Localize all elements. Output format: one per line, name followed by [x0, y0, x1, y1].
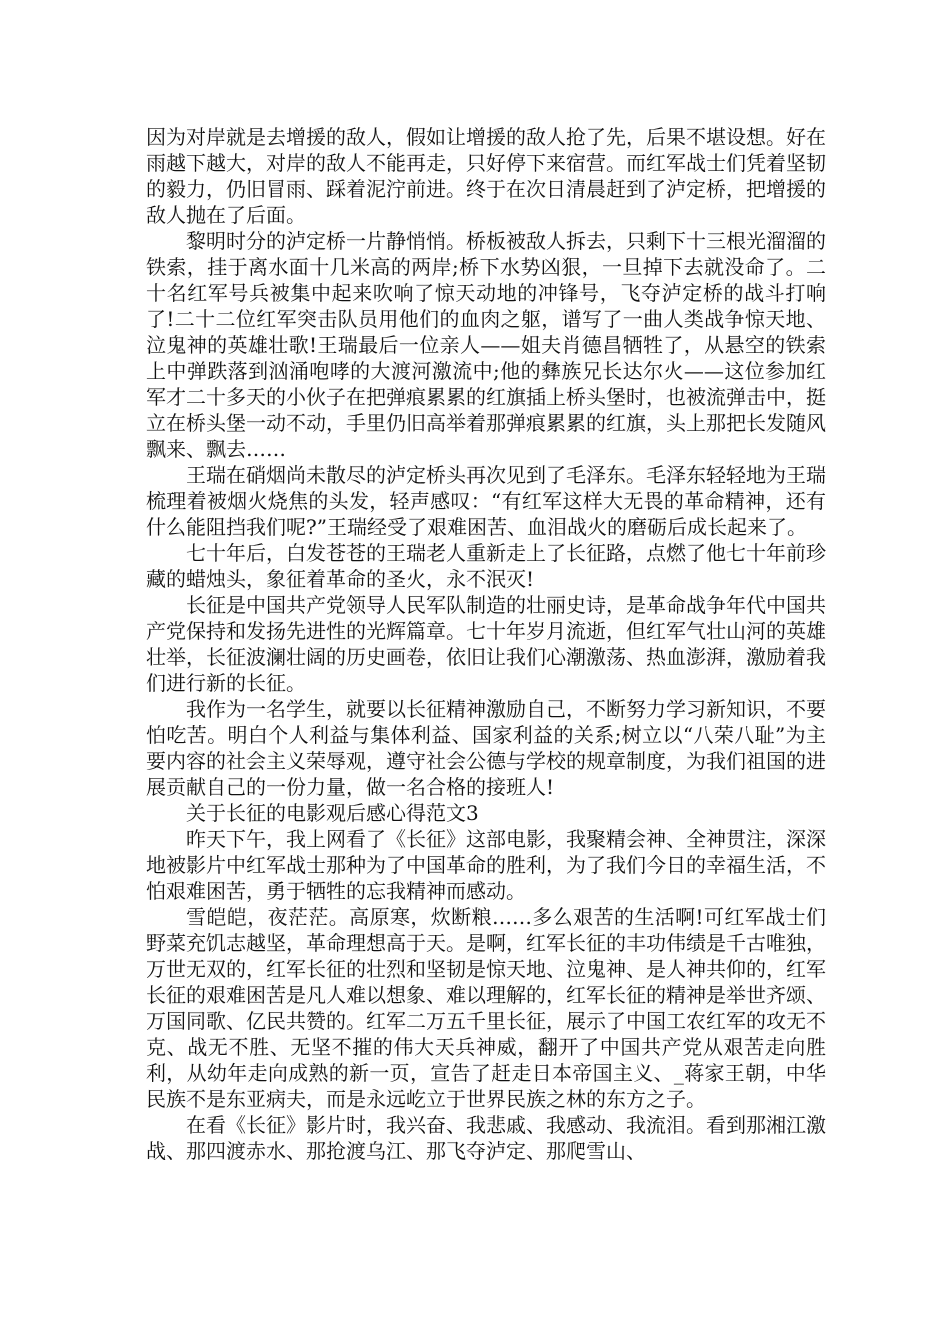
paragraph-5: 长征是中国共产党领导人民军队制造的壮丽史诗，是革命战争年代中国共产党保持和发扬先进性的光辉篇章。七十年岁月流逝，但红军气壮山河的英雄壮举，长征波澜壮阔的历史画卷，依旧让我们心潮激荡、热血澎湃，激励着我们进行新的长征。 — [146, 593, 826, 695]
paragraph-6: 我作为一名学生，就要以长征精神激励自己，不断努力学习新知识，不要怕吃苦。明白个人利益与集体利益、国家利益的关系;树立以“八荣八耻”为主要内容的社会主义荣辱观，遵守社会公德与学校的规章制度，为我们祖国的进展贡献自己的一份力量，做一名合格的接班人! — [146, 697, 826, 799]
document-body — [146, 124, 826, 1164]
paragraph-2: 黎明时分的泸定桥一片静悄悄。桥板被敌人拆去，只剩下十三根光溜溜的铁索，挂于离水面十几米高的两岸;桥下水势凶狠，一旦掉下去就没命了。二十名红军号兵被集中起来吹响了惊天动地的冲锋号，飞夺泸定桥的战斗打响了!二十二位红军突击队员用他们的血肉之躯，谱写了一曲人类战争惊天地、泣鬼神的英雄壮歌!王瑞最后一位亲人——姐夫肖德昌牺牲了，从悬空的铁索上中弹跌落到汹涌咆哮的大渡河激流中;他的彝族兄长达尔火——这位参加红军才二十多天的小伙子在把弹痕累累的红旗插上桥头堡时，也被流弹击中，挺立在桥头堡一动不动，手里仍旧高举着那弹痕累累的红旗，头上那把长发随风飘来、飘去…… — [146, 229, 826, 461]
paragraph-9: 在看《长征》影片时，我兴奋、我悲戚、我感动、我流泪。看到那湘江激战、那四渡赤水、那抢渡乌江、那飞夺泸定、那爬雪山、 — [146, 1113, 826, 1163]
paragraph-4: 七十年后，白发苍苍的王瑞老人重新走上了长征路，点燃了他七十年前珍藏的蜡烛头，象征着革命的圣火，永不泯灭! — [146, 541, 826, 591]
section-heading: 关于长征的电影观后感心得范文3 — [186, 801, 479, 825]
paragraph-8: 雪皑皑，夜茫茫。高原寒，炊断粮……多么艰苦的生活啊!可红军战士们野菜充饥志越坚，革命理想高于天。是啊，红军长征的丰功伟绩是千古唯独，万世无双的，红军长征的壮烈和坚韧是惊天地、泣鬼神、是人神共仰的，红军长征的艰难困苦是凡人难以想象、难以理解的，红军长征的精神是举世齐颂、万国同歌、亿民共赞的。红军二万五千里长征，展示了中国工农红军的攻无不克、战无不胜、无坚不摧的伟大天兵神威，翻开了中国共产党从艰苦走向胜利，从幼年走向成熟的新一页，宣告了赶走日本帝国主义、_蒋家王朝，中华民族不是东亚病夫，而是永远屹立于世界民族之林的东方之子。 — [146, 905, 826, 1111]
paragraph-1: 因为对岸就是去增援的敌人，假如让增援的敌人抢了先，后果不堪设想。好在雨越下越大，对岸的敌人不能再走，只好停下来宿营。而红军战士们凭着坚韧的毅力，仍旧冒雨、踩着泥泞前进。终于在次日清晨赶到了泸定桥，把增援的敌人抛在了后面。 — [146, 125, 826, 227]
paragraph-7: 昨天下午，我上网看了《长征》这部电影，我聚精会神、全神贯注，深深地被影片中红军战士那种为了中国革命的胜利，为了我们今日的幸福生活，不怕艰难困苦，勇于牺牲的忘我精神而感动。 — [146, 827, 826, 903]
paragraph-3: 王瑞在硝烟尚未散尽的泸定桥头再次见到了毛泽东。毛泽东轻轻地为王瑞梳理着被烟火烧焦的头发，轻声感叹：“有红军这样大无畏的革命精神，还有什么能阻挡我们呢?”王瑞经受了艰难困苦、血泪战火的磨砺后成长起来了。 — [146, 463, 826, 539]
